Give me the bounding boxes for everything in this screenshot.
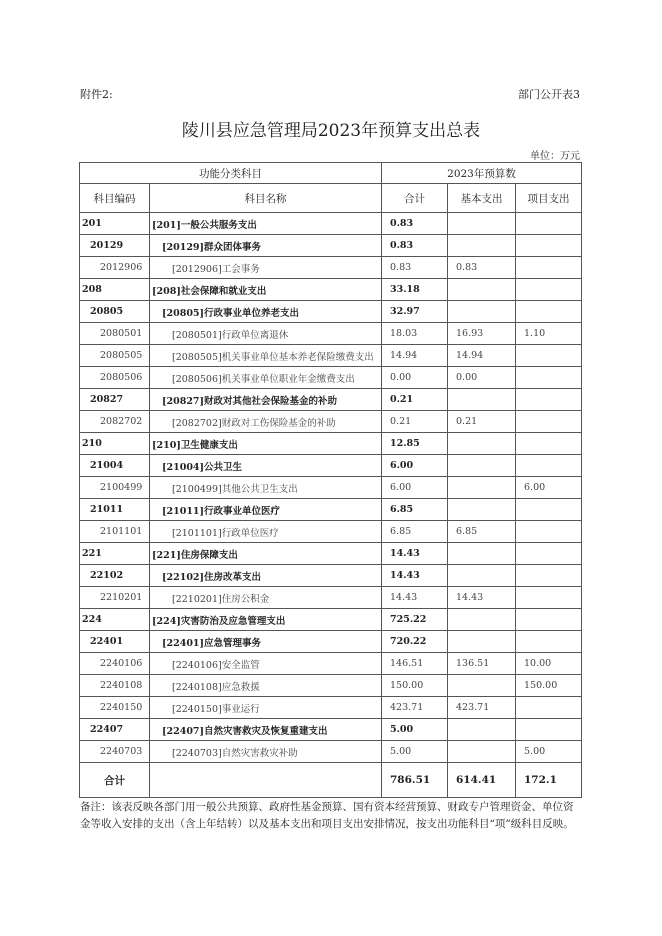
table-row — [80, 257, 582, 279]
row-project — [516, 697, 582, 719]
row-project: 10.00 — [516, 653, 582, 675]
row-name: [2240106]安全监管 — [150, 653, 382, 675]
table-row — [80, 279, 582, 301]
row-basic: 0.00 — [448, 367, 516, 389]
row-basic: 6.85 — [448, 521, 516, 543]
row-total: 6.00 — [382, 477, 448, 499]
attachment-label: 附件2: — [80, 88, 113, 101]
row-name: [2080501]行政单位离退休 — [150, 323, 382, 345]
header-func-class: 功能分类科目 — [80, 163, 382, 184]
row-code: 21004 — [80, 455, 150, 477]
row-name: [22102]住房改革支出 — [150, 565, 382, 587]
row-code: 2080501 — [80, 323, 150, 345]
table-row — [80, 213, 582, 235]
row-code: 2210201 — [80, 587, 150, 609]
table-row — [80, 521, 582, 543]
row-name: [2240108]应急救援 — [150, 675, 382, 697]
table-row — [80, 433, 582, 455]
row-basic: 14.43 — [448, 587, 516, 609]
row-name: [2012906]工会事务 — [150, 257, 382, 279]
row-code: 2240106 — [80, 653, 150, 675]
row-total: 14.43 — [382, 565, 448, 587]
table-row — [80, 653, 582, 675]
table-row — [80, 499, 582, 521]
row-basic: 14.94 — [448, 345, 516, 367]
row-basic — [448, 631, 516, 653]
row-code: 20805 — [80, 301, 150, 323]
row-name: [20129]群众团体事务 — [150, 235, 382, 257]
row-total: 0.83 — [382, 257, 448, 279]
row-code: 2101101 — [80, 521, 150, 543]
row-total: 14.43 — [382, 543, 448, 565]
table-number: 部门公开表3 — [518, 88, 580, 101]
row-code: 20129 — [80, 235, 150, 257]
row-total: 720.22 — [382, 631, 448, 653]
table-row — [80, 477, 582, 499]
total-basic: 614.41 — [448, 763, 516, 798]
row-code: 20827 — [80, 389, 150, 411]
row-name: [20805]行政事业单位养老支出 — [150, 301, 382, 323]
row-basic — [448, 499, 516, 521]
total-name — [150, 763, 382, 798]
row-code: 2080505 — [80, 345, 150, 367]
row-total: 150.00 — [382, 675, 448, 697]
row-name: [2210201]住房公积金 — [150, 587, 382, 609]
row-total: 32.97 — [382, 301, 448, 323]
row-code: 2082702 — [80, 411, 150, 433]
header-project: 项目支出 — [516, 184, 582, 213]
row-basic: 423.71 — [448, 697, 516, 719]
row-basic — [448, 235, 516, 257]
row-code: 2100499 — [80, 477, 150, 499]
row-basic — [448, 301, 516, 323]
row-project — [516, 411, 582, 433]
row-code: 2240150 — [80, 697, 150, 719]
row-project — [516, 455, 582, 477]
row-project — [516, 257, 582, 279]
row-name: [2100499]其他公共卫生支出 — [150, 477, 382, 499]
table-row — [80, 631, 582, 653]
row-project — [516, 521, 582, 543]
row-code: 22401 — [80, 631, 150, 653]
row-name: [2240150]事业运行 — [150, 697, 382, 719]
row-basic — [448, 675, 516, 697]
row-code: 224 — [80, 609, 150, 631]
row-name: [21011]行政事业单位医疗 — [150, 499, 382, 521]
row-total: 146.51 — [382, 653, 448, 675]
row-basic: 136.51 — [448, 653, 516, 675]
table-row — [80, 609, 582, 631]
row-code: 22102 — [80, 565, 150, 587]
row-total: 5.00 — [382, 741, 448, 763]
row-basic — [448, 477, 516, 499]
unit-label: 单位：万元 — [530, 151, 580, 162]
row-project: 6.00 — [516, 477, 582, 499]
row-code: 2080506 — [80, 367, 150, 389]
row-basic: 0.83 — [448, 257, 516, 279]
row-project — [516, 367, 582, 389]
row-code: 2012906 — [80, 257, 150, 279]
row-project — [516, 719, 582, 741]
row-basic — [448, 389, 516, 411]
row-project — [516, 345, 582, 367]
row-code: 201 — [80, 213, 150, 235]
table-row — [80, 697, 582, 719]
row-code: 210 — [80, 433, 150, 455]
row-name: [20827]财政对其他社会保险基金的补助 — [150, 389, 382, 411]
row-total: 0.00 — [382, 367, 448, 389]
budget-table — [79, 162, 582, 798]
row-code: 208 — [80, 279, 150, 301]
table-row — [80, 587, 582, 609]
row-basic — [448, 455, 516, 477]
total-project: 172.1 — [516, 763, 582, 798]
row-basic — [448, 741, 516, 763]
row-name: [208]社会保障和就业支出 — [150, 279, 382, 301]
row-total: 18.03 — [382, 323, 448, 345]
row-project — [516, 543, 582, 565]
header-name: 科目名称 — [150, 184, 382, 213]
row-project — [516, 609, 582, 631]
row-project — [516, 499, 582, 521]
row-basic — [448, 565, 516, 587]
row-name: [2080505]机关事业单位基本养老保险缴费支出 — [150, 345, 382, 367]
table-row — [80, 741, 582, 763]
row-name: [22407]自然灾害救灾及恢复重建支出 — [150, 719, 382, 741]
row-total: 6.85 — [382, 521, 448, 543]
row-project: 5.00 — [516, 741, 582, 763]
row-basic — [448, 719, 516, 741]
row-project — [516, 235, 582, 257]
row-name: [2080506]机关事业单位职业年金缴费支出 — [150, 367, 382, 389]
row-total: 14.43 — [382, 587, 448, 609]
row-code: 2240703 — [80, 741, 150, 763]
row-total: 33.18 — [382, 279, 448, 301]
row-total: 0.83 — [382, 235, 448, 257]
row-project: 1.10 — [516, 323, 582, 345]
table-row — [80, 235, 582, 257]
row-total: 423.71 — [382, 697, 448, 719]
table-row — [80, 323, 582, 345]
header-code: 科目编码 — [80, 184, 150, 213]
row-name: [224]灾害防治及应急管理支出 — [150, 609, 382, 631]
table-row — [80, 411, 582, 433]
footnote: 备注：该表反映各部门用一般公共预算、政府性基金预算、国有资本经营预算、财政专户管理资金、单位资金等收入安排的支出（含上年结转）以及基本支出和项目支出安排情况，按支出功能科目“项”级科目反映。 — [80, 801, 574, 830]
row-name: [210]卫生健康支出 — [150, 433, 382, 455]
row-code: 221 — [80, 543, 150, 565]
row-total: 6.00 — [382, 455, 448, 477]
header-total: 合计 — [382, 184, 448, 213]
row-name: [221]住房保障支出 — [150, 543, 382, 565]
row-code: 2240108 — [80, 675, 150, 697]
row-basic — [448, 543, 516, 565]
table-row — [80, 565, 582, 587]
row-total: 0.21 — [382, 389, 448, 411]
row-project — [516, 565, 582, 587]
row-total: 14.94 — [382, 345, 448, 367]
table-row — [80, 675, 582, 697]
row-project — [516, 389, 582, 411]
table-row — [80, 543, 582, 565]
row-basic: 16.93 — [448, 323, 516, 345]
table-row — [80, 455, 582, 477]
table-row — [80, 367, 582, 389]
row-basic — [448, 279, 516, 301]
row-code: 21011 — [80, 499, 150, 521]
header-budget-year: 2023年预算数 — [382, 163, 582, 184]
row-project: 150.00 — [516, 675, 582, 697]
row-basic — [448, 433, 516, 455]
row-project — [516, 279, 582, 301]
table-row — [80, 301, 582, 323]
row-name: [201]一般公共服务支出 — [150, 213, 382, 235]
total-row — [80, 763, 582, 798]
row-total: 12.85 — [382, 433, 448, 455]
row-name: [2101101]行政单位医疗 — [150, 521, 382, 543]
row-name: [2082702]财政对工伤保险基金的补助 — [150, 411, 382, 433]
row-project — [516, 213, 582, 235]
row-name: [22401]应急管理事务 — [150, 631, 382, 653]
row-total: 5.00 — [382, 719, 448, 741]
row-basic — [448, 213, 516, 235]
page-title: 陵川县应急管理局2023年预算支出总表 — [181, 121, 481, 141]
row-project — [516, 301, 582, 323]
row-total: 6.85 — [382, 499, 448, 521]
table-row — [80, 719, 582, 741]
table-row — [80, 345, 582, 367]
total-amount: 786.51 — [382, 763, 448, 798]
table-row — [80, 389, 582, 411]
row-name: [2240703]自然灾害救灾补助 — [150, 741, 382, 763]
row-total: 0.83 — [382, 213, 448, 235]
header-basic: 基本支出 — [448, 184, 516, 213]
row-code: 22407 — [80, 719, 150, 741]
row-name: [21004]公共卫生 — [150, 455, 382, 477]
row-basic: 0.21 — [448, 411, 516, 433]
total-label: 合计 — [80, 763, 150, 798]
row-project — [516, 433, 582, 455]
row-total: 0.21 — [382, 411, 448, 433]
row-project — [516, 587, 582, 609]
row-basic — [448, 609, 516, 631]
table-body — [80, 213, 582, 763]
row-total: 725.22 — [382, 609, 448, 631]
row-project — [516, 631, 582, 653]
